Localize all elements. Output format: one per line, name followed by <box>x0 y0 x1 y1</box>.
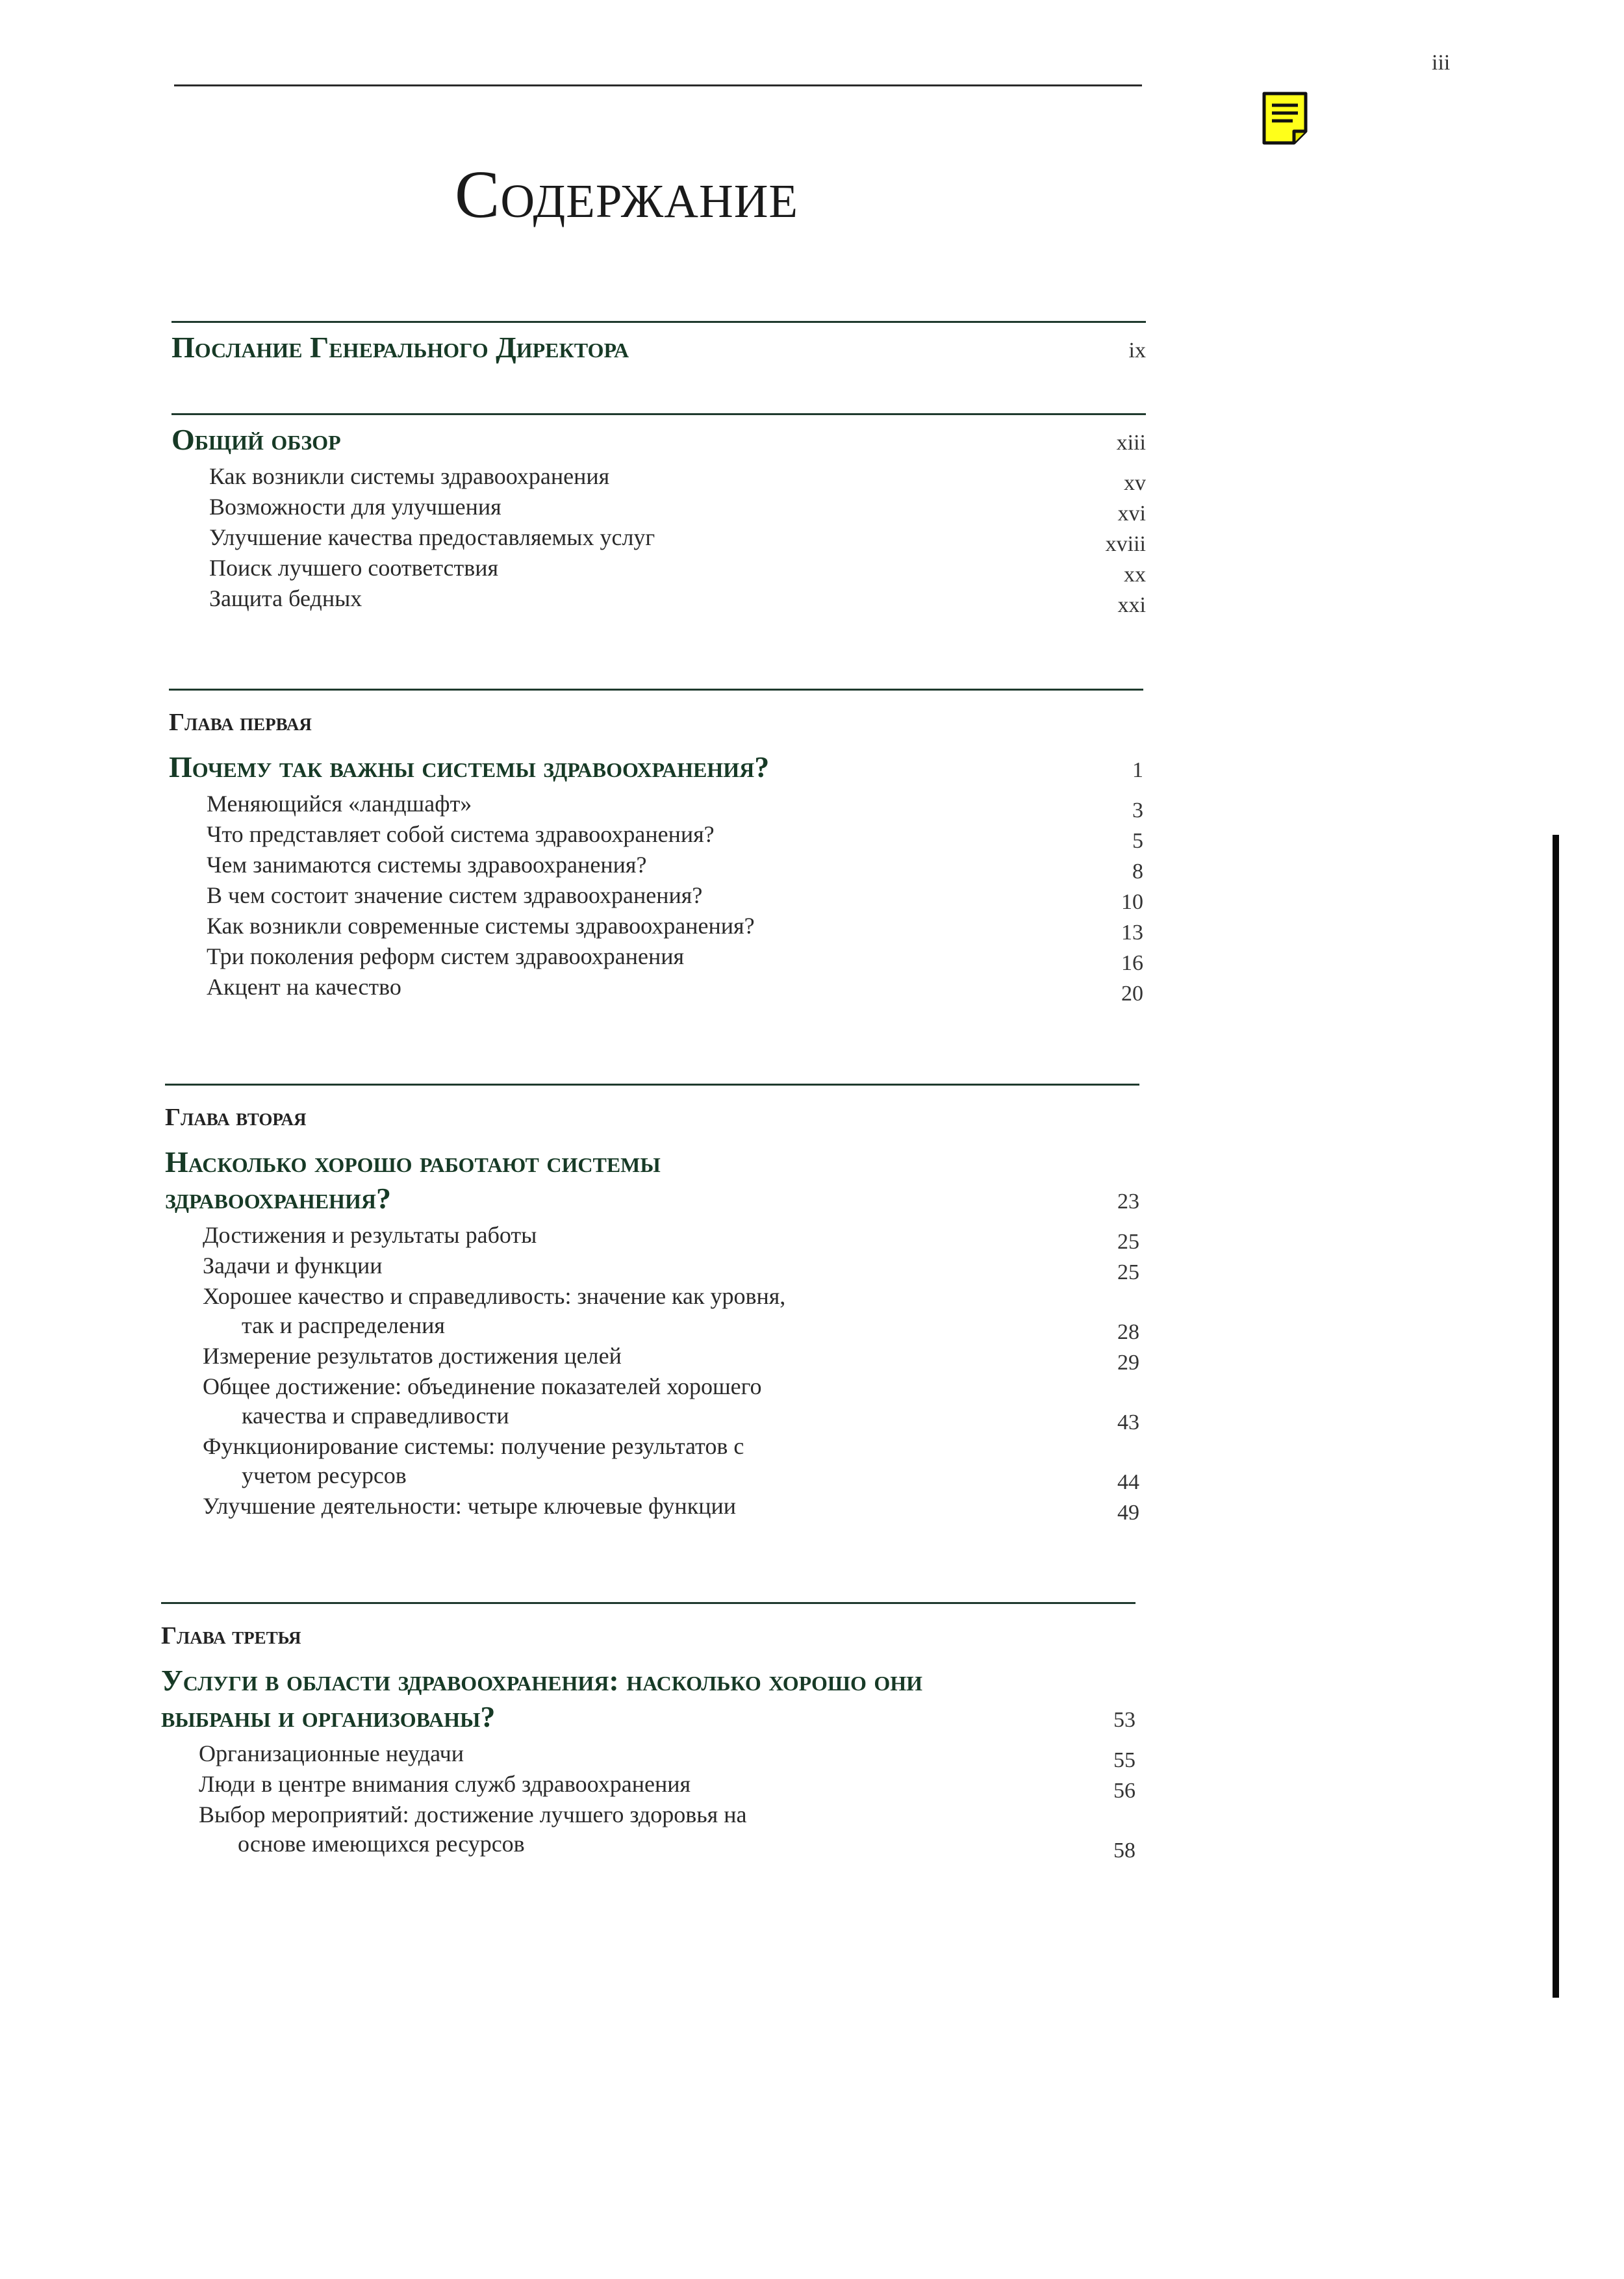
entry-line: Общее достижение: объединение показателей хорошего <box>203 1373 762 1399</box>
entry-line: Выбор мероприятий: достижение лучшего здоровья на <box>199 1802 747 1827</box>
entry-page: 10 <box>1121 890 1143 914</box>
entry-page: 28 <box>1117 1320 1139 1344</box>
top-rule <box>174 84 1142 86</box>
section-heading[interactable] <box>165 1144 1139 1217</box>
entry-text: Возможности для улучшения <box>209 494 501 520</box>
toc-entry[interactable] <box>165 1342 1139 1375</box>
entry-text: Поиск лучшего соответствия <box>209 555 499 581</box>
entry-page: 8 <box>1132 859 1143 884</box>
sticky-note-icon[interactable] <box>1262 91 1308 146</box>
entry-line: Функционирование системы: получение результатов с <box>203 1433 744 1459</box>
entry-continuation: учетом ресурсов <box>242 1462 407 1488</box>
entry-page: 13 <box>1121 921 1143 945</box>
toc-entry[interactable] <box>161 1739 1136 1772</box>
section-rule <box>169 689 1143 691</box>
toc-entry[interactable] <box>165 1221 1139 1254</box>
toc-entry[interactable] <box>171 584 1146 617</box>
entry-continuation: основе имеющихся ресурсов <box>238 1831 525 1857</box>
toc-entry[interactable] <box>169 850 1143 884</box>
entry-line: Измерение результатов достижения целей <box>203 1343 622 1369</box>
section-rule <box>171 321 1146 323</box>
section-page: 1 <box>1132 758 1143 782</box>
entry-text <box>199 1800 746 1859</box>
entry-page: xviii <box>1105 532 1146 556</box>
toc-entry[interactable] <box>165 1251 1139 1284</box>
entry-list <box>171 462 1146 617</box>
entry-text: Чем занимаются системы здравоохранения? <box>207 852 647 878</box>
toc-section-chapter-1 <box>169 689 1143 1006</box>
section-heading[interactable] <box>171 422 1146 458</box>
entry-page: 16 <box>1121 951 1143 975</box>
entry-line: Улучшение деятельности: четыре ключевые функции <box>203 1493 736 1519</box>
entry-page: 58 <box>1113 1839 1136 1863</box>
entry-line: Хорошее качество и справедливость: значение как уровня, <box>203 1283 786 1309</box>
section-rule <box>165 1084 1139 1086</box>
section-title: Общий обзор <box>171 423 341 456</box>
entry-text: Три поколения реформ систем здравоохранения <box>207 943 685 969</box>
entry-page: xxi <box>1117 593 1146 617</box>
entry-text: Меняющийся «ландшафт» <box>207 791 472 817</box>
entry-list <box>169 789 1143 1006</box>
chapter-label: Глава первая <box>169 709 312 736</box>
entry-page: xx <box>1124 563 1146 587</box>
entry-list <box>161 1739 1136 1863</box>
entry-line: Достижения и результаты работы <box>203 1222 537 1248</box>
entry-text: Защита бедных <box>209 585 362 611</box>
entry-page: 20 <box>1121 982 1143 1006</box>
toc-entry[interactable] <box>171 462 1146 495</box>
entry-page: xvi <box>1117 502 1146 526</box>
entry-page: 44 <box>1117 1470 1139 1494</box>
section-title: Насколько хорошо работают системы здравоохранения? <box>165 1145 661 1215</box>
entry-line: Люди в центре внимания служб здравоохранения <box>199 1771 691 1797</box>
entry-text <box>203 1221 537 1250</box>
entry-text: В чем состоит значение систем здравоохранения? <box>207 882 703 908</box>
entry-text: Улучшение качества предоставляемых услуг <box>209 524 655 550</box>
entry-text <box>203 1282 785 1340</box>
section-rule <box>161 1602 1136 1604</box>
toc-entry[interactable] <box>165 1372 1139 1434</box>
toc-entry[interactable] <box>171 492 1146 526</box>
toc-entry[interactable] <box>169 973 1143 1006</box>
scan-edge-bar <box>1553 835 1559 1998</box>
toc-title: Содержание <box>455 157 799 232</box>
entry-text: Как возникли современные системы здравоохранения? <box>207 913 755 939</box>
section-title: Послание Генерального Директора <box>171 331 629 364</box>
entry-list <box>165 1221 1139 1525</box>
entry-text <box>199 1739 464 1768</box>
entry-page: 55 <box>1113 1748 1136 1772</box>
entry-text <box>203 1342 622 1371</box>
entry-page: xv <box>1124 471 1146 495</box>
entry-page: 25 <box>1117 1260 1139 1284</box>
toc-entry[interactable] <box>169 881 1143 914</box>
section-page: 23 <box>1117 1190 1139 1214</box>
toc-section-director <box>171 321 1146 366</box>
entry-page: 43 <box>1117 1410 1139 1434</box>
toc-section-chapter-2 <box>165 1084 1139 1525</box>
section-title: Услуги в области здравоохранения: насколько хорошо они выбраны и организованы? <box>161 1664 923 1733</box>
toc-entry[interactable] <box>169 820 1143 853</box>
entry-page: 49 <box>1117 1501 1139 1525</box>
toc-entry[interactable] <box>165 1432 1139 1494</box>
entry-continuation: так и распределения <box>242 1312 445 1338</box>
toc-entry[interactable] <box>169 789 1143 822</box>
section-heading[interactable] <box>169 749 1143 785</box>
section-page: 53 <box>1113 1708 1136 1732</box>
chapter-label: Глава вторая <box>165 1104 307 1131</box>
toc-entry[interactable] <box>161 1800 1136 1863</box>
toc-entry[interactable] <box>165 1492 1139 1525</box>
toc-entry[interactable] <box>161 1770 1136 1803</box>
toc-entry[interactable] <box>171 523 1146 556</box>
entry-page: 5 <box>1132 829 1143 853</box>
toc-entry[interactable] <box>169 911 1143 945</box>
entry-line: Задачи и функции <box>203 1253 383 1279</box>
section-page: ix <box>1128 338 1146 363</box>
entry-text <box>203 1251 383 1280</box>
chapter-label: Глава третья <box>161 1622 301 1649</box>
section-page: xiii <box>1116 431 1146 455</box>
entry-text: Что представляет собой система здравоохранения? <box>207 821 715 847</box>
entry-continuation: качества и справедливости <box>242 1403 509 1429</box>
section-heading[interactable] <box>171 329 1146 366</box>
entry-text: Акцент на качество <box>207 974 401 1000</box>
section-rule <box>171 413 1146 415</box>
entry-line: Организационные неудачи <box>199 1740 464 1766</box>
section-title: Почему так важны системы здравоохранения? <box>169 750 770 783</box>
entry-text <box>199 1770 691 1799</box>
toc-entry[interactable] <box>165 1282 1139 1344</box>
entry-page: 3 <box>1132 798 1143 822</box>
entry-text <box>203 1432 744 1490</box>
entry-page: 56 <box>1113 1779 1136 1803</box>
section-heading[interactable] <box>161 1662 1136 1735</box>
toc-entry[interactable] <box>169 942 1143 975</box>
page-number: iii <box>1432 51 1451 75</box>
toc-section-chapter-3 <box>161 1602 1136 1863</box>
toc-entry[interactable] <box>171 554 1146 587</box>
entry-text <box>203 1372 762 1431</box>
toc-section-overview <box>171 413 1146 617</box>
entry-text: Как возникли системы здравоохранения <box>209 463 610 489</box>
entry-page: 29 <box>1117 1351 1139 1375</box>
entry-text <box>203 1492 736 1521</box>
entry-page: 25 <box>1117 1230 1139 1254</box>
